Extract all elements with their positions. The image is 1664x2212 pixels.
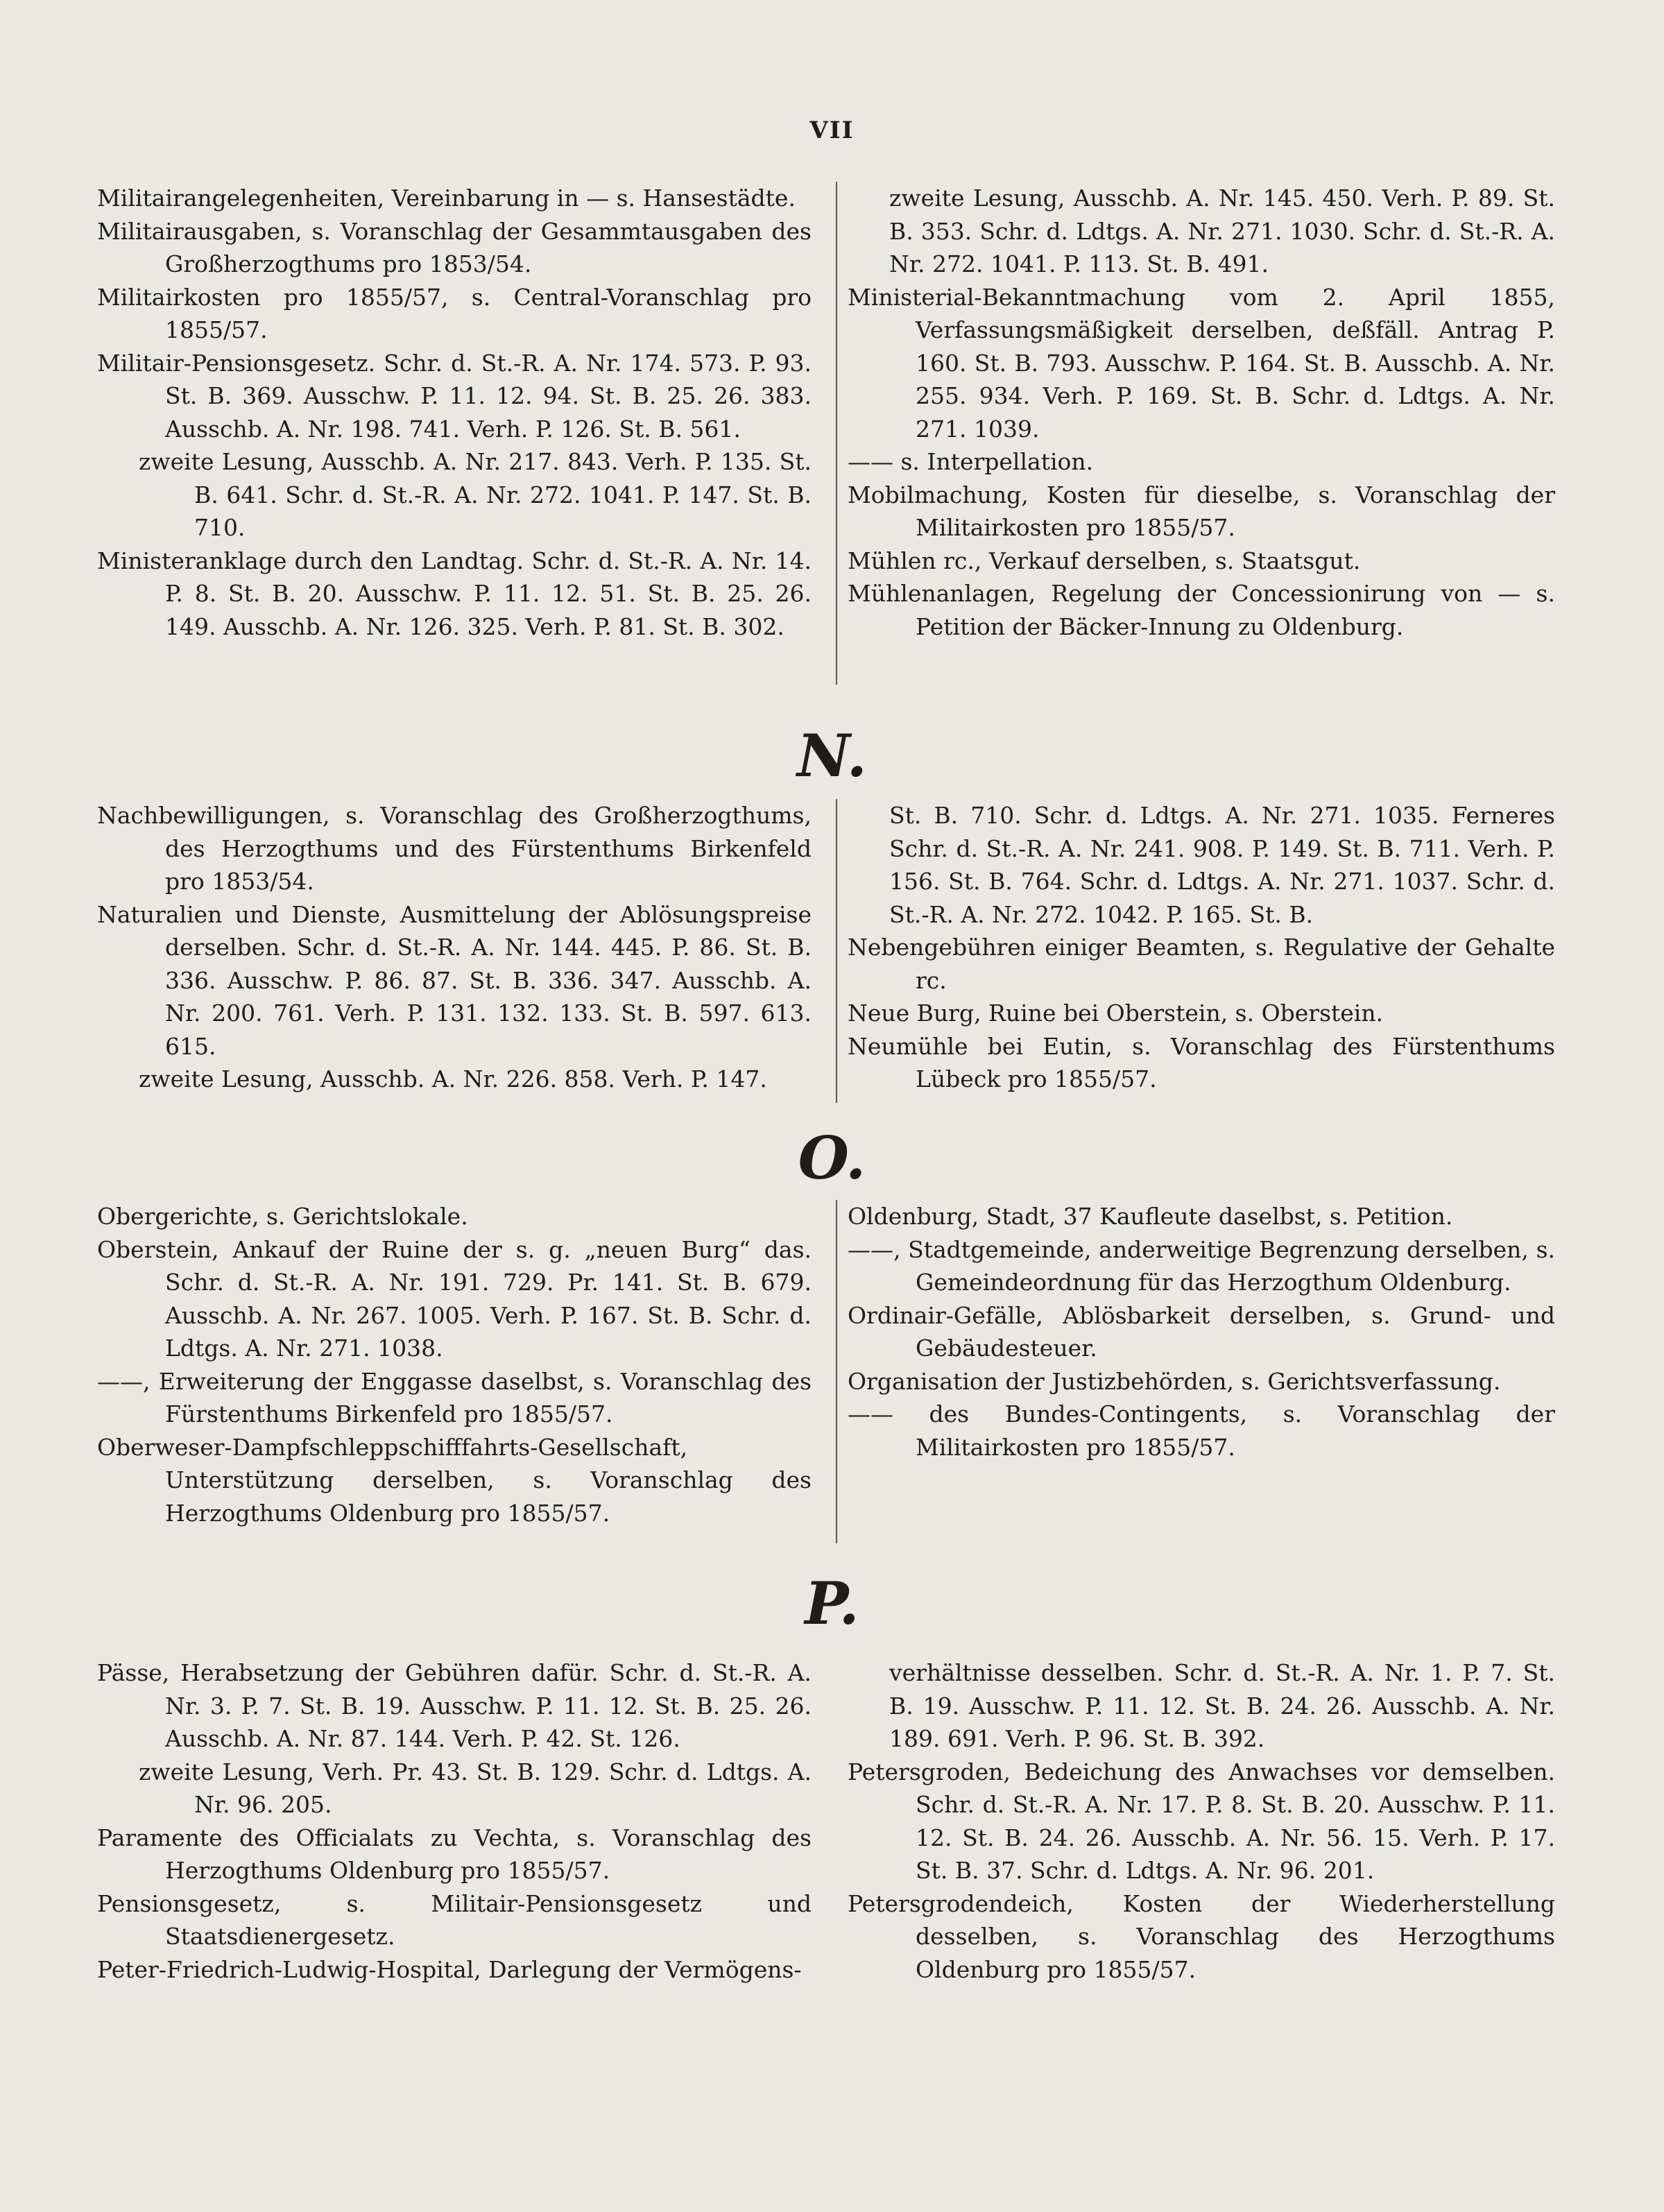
index-entry: —— des Bundes-Contingents, s. Voranschlag der Militairkosten pro 1855/57. — [848, 1400, 1555, 1461]
index-entry: Ministeranklage durch den Landtag. Schr. d. St.-R. A. Nr. 14. P. 8. St. B. 20. Ausschw. P. 11. 12. 51. St. B. 25. 26. 149. Ausschb. A. Nr. 126. 325. Verh. P. 81. St. B. 302. — [97, 547, 812, 640]
index-entry: Nachbewilligungen, s. Voranschlag des Großherzogthums, des Herzogthums und des Fürstenthums Birkenfeld pro 1853/54. — [97, 802, 812, 895]
index-column-left-o — [97, 1200, 812, 1529]
page-number: VII — [809, 117, 855, 144]
index-entry: Organisation der Justizbehörden, s. Gerichtsverfassung. — [848, 1367, 1501, 1395]
index-entry: verhältnisse desselben. Schr. d. St.-R. A. Nr. 1. P. 7. St. B. 19. Ausschw. P. 11. 12. St. B. 24. 26. Ausschb. A. Nr. 189. 691. Verh. P. 96. St. B. 392. — [889, 1659, 1555, 1752]
index-entry: Militair-Pensionsgesetz. Schr. d. St.-R. A. Nr. 174. 573. P. 93. St. B. 369. Ausschw. P. 11. 12. 94. St. B. 25. 26. 383. Ausschb. A. Nr. 198. 741. Verh. P. 126. St. B. 561. — [97, 349, 812, 443]
index-entry: zweite Lesung, Verh. Pr. 43. St. B. 129. Schr. d. Ldtgs. A. Nr. 96. 205. — [139, 1758, 812, 1818]
index-column-left-m — [97, 182, 812, 643]
index-entry: Militairangelegenheiten, Vereinbarung in — s. Hansestädte. — [97, 185, 796, 212]
index-entry: zweite Lesung, Ausschb. A. Nr. 226. 858. Verh. P. 147. — [139, 1065, 767, 1092]
index-entry: Mühlenanlagen, Regelung der Concessionirung von — s. Petition der Bäcker-Innung zu Oldenburg. — [848, 580, 1555, 640]
index-entry: Oberstein, Ankauf der Ruine der s. g. „neuen Burg“ das. Schr. d. St.-R. A. Nr. 191. 729. Pr. 141. St. B. 679. Ausschb. A. Nr. 267. 1005. Verh. P. 167. St. B. Schr. d. Ldtgs. A. Nr. 271. 1038. — [97, 1235, 812, 1362]
index-entry: Pässe, Herabsetzung der Gebühren dafür. Schr. d. St.-R. A. Nr. 3. P. 7. St. B. 19. Ausschw. P. 11. 12. St. B. 25. 26. Ausschb. A. Nr. 87. 144. Verh. P. 42. St. 126. — [97, 1659, 812, 1752]
index-entry: Ordinair-Gefälle, Ablösbarkeit derselben, s. Grund- und Gebäudesteuer. — [848, 1301, 1555, 1362]
column-divider — [836, 1200, 837, 1543]
index-column-right-p — [848, 1656, 1555, 1986]
index-column-right-m — [848, 182, 1555, 643]
index-entry: ——, Stadtgemeinde, anderweitige Begrenzung derselben, s. Gemeindeordnung für das Herzogthum Oldenburg. — [848, 1235, 1555, 1296]
index-column-right-n — [848, 799, 1555, 1096]
column-divider — [836, 182, 837, 685]
index-entry: Oberweser-Dampfschleppschifffahrts-Gesellschaft, Unterstützung derselben, s. Voranschlag des Herzogthums Oldenburg pro 1855/57. — [97, 1433, 812, 1527]
section-letter-p: P. — [805, 1569, 859, 1638]
index-entry: Mobilmachung, Kosten für dieselbe, s. Voranschlag der Militairkosten pro 1855/57. — [848, 481, 1555, 541]
section-letter-n: N. — [797, 721, 867, 790]
index-entry: Peter-Friedrich-Ludwig-Hospital, Darlegung der Vermögens- — [97, 1955, 802, 1983]
section-letter-o: O. — [798, 1124, 866, 1192]
index-entry: Neumühle bei Eutin, s. Voranschlag des Fürstenthums Lübeck pro 1855/57. — [848, 1032, 1555, 1092]
index-column-right-o — [848, 1200, 1555, 1464]
index-entry: St. B. 710. Schr. d. Ldtgs. A. Nr. 271. 1035. Ferneres Schr. d. St.-R. A. Nr. 241. 908. P. 149. St. B. 711. Verh. P. 156. St. B. 764. Schr. d. Ldtgs. A. Nr. 271. 1037. Schr. d. St.-R. A. Nr. 272. 1042. P. 165. St. B. — [889, 802, 1555, 928]
index-entry: Neue Burg, Ruine bei Oberstein, s. Oberstein. — [848, 1000, 1384, 1027]
column-divider — [836, 799, 837, 1103]
index-entry: Ministerial-Bekanntmachung vom 2. April 1855, Verfassungsmäßigkeit derselben, deßfäll. Antrag P. 160. St. B. 793. Ausschw. P. 164. St. B. Ausschb. A. Nr. 255. 934. Verh. P. 169. St. B. Schr. d. Ldtgs. A. Nr. 271. 1039. — [848, 283, 1555, 443]
index-entry: Oldenburg, Stadt, 37 Kaufleute daselbst, s. Petition. — [848, 1203, 1453, 1230]
index-entry: Obergerichte, s. Gerichtslokale. — [97, 1203, 468, 1230]
index-column-left-n — [97, 799, 812, 1096]
index-entry: ——, Erweiterung der Enggasse daselbst, s. Voranschlag des Fürstenthums Birkenfeld pro 1855/57. — [97, 1367, 812, 1427]
index-entry: —— s. Interpellation. — [848, 448, 1094, 475]
index-entry: Pensionsgesetz, s. Militair-Pensionsgesetz und Staatsdienergesetz. — [97, 1889, 812, 1950]
index-entry: zweite Lesung, Ausschb. A. Nr. 217. 843. Verh. P. 135. St. B. 641. Schr. d. St.-R. A. Nr. 272. 1041. P. 147. St. B. 710. — [139, 448, 812, 541]
index-entry: Militairkosten pro 1855/57, s. Central-Voranschlag pro 1855/57. — [97, 283, 812, 343]
index-entry: Petersgrodendeich, Kosten der Wiederherstellung desselben, s. Voranschlag des Herzogthums Oldenburg pro 1855/57. — [848, 1889, 1555, 1983]
index-entry: Nebengebühren einiger Beamten, s. Regulative der Gehalte rc. — [848, 934, 1555, 994]
index-entry: Militairausgaben, s. Voranschlag der Gesammtausgaben des Großherzogthums pro 1853/54. — [97, 217, 812, 277]
index-entry: Mühlen rc., Verkauf derselben, s. Staatsgut. — [848, 547, 1361, 574]
index-entry: Paramente des Officialats zu Vechta, s. Voranschlag des Herzogthums Oldenburg pro 1855/57. — [97, 1824, 812, 1884]
index-column-left-p — [97, 1656, 812, 1986]
index-entry: Naturalien und Dienste, Ausmittelung der Ablösungspreise derselben. Schr. d. St.-R. A. Nr. 144. 445. P. 86. St. B. 336. Ausschw. P. 86. 87. St. B. 336. 347. Ausschb. A. Nr. 200. 761. Verh. P. 131. 132. 133. St. B. 597. 613. 615. — [97, 900, 812, 1060]
index-entry: zweite Lesung, Ausschb. A. Nr. 145. 450. Verh. P. 89. St. B. 353. Schr. d. Ldtgs. A. Nr. 271. 1030. Schr. d. St.-R. A. Nr. 272. 1041. P. 113. St. B. 491. — [889, 185, 1555, 277]
index-entry: Petersgroden, Bedeichung des Anwachses vor demselben. Schr. d. St.-R. A. Nr. 17. P. 8. St. B. 20. Ausschw. P. 11. 12. St. B. 24. 26. Ausschb. A. Nr. 56. 15. Verh. P. 17. St. B. 37. Schr. d. Ldtgs. A. Nr. 96. 201. — [848, 1758, 1555, 1884]
